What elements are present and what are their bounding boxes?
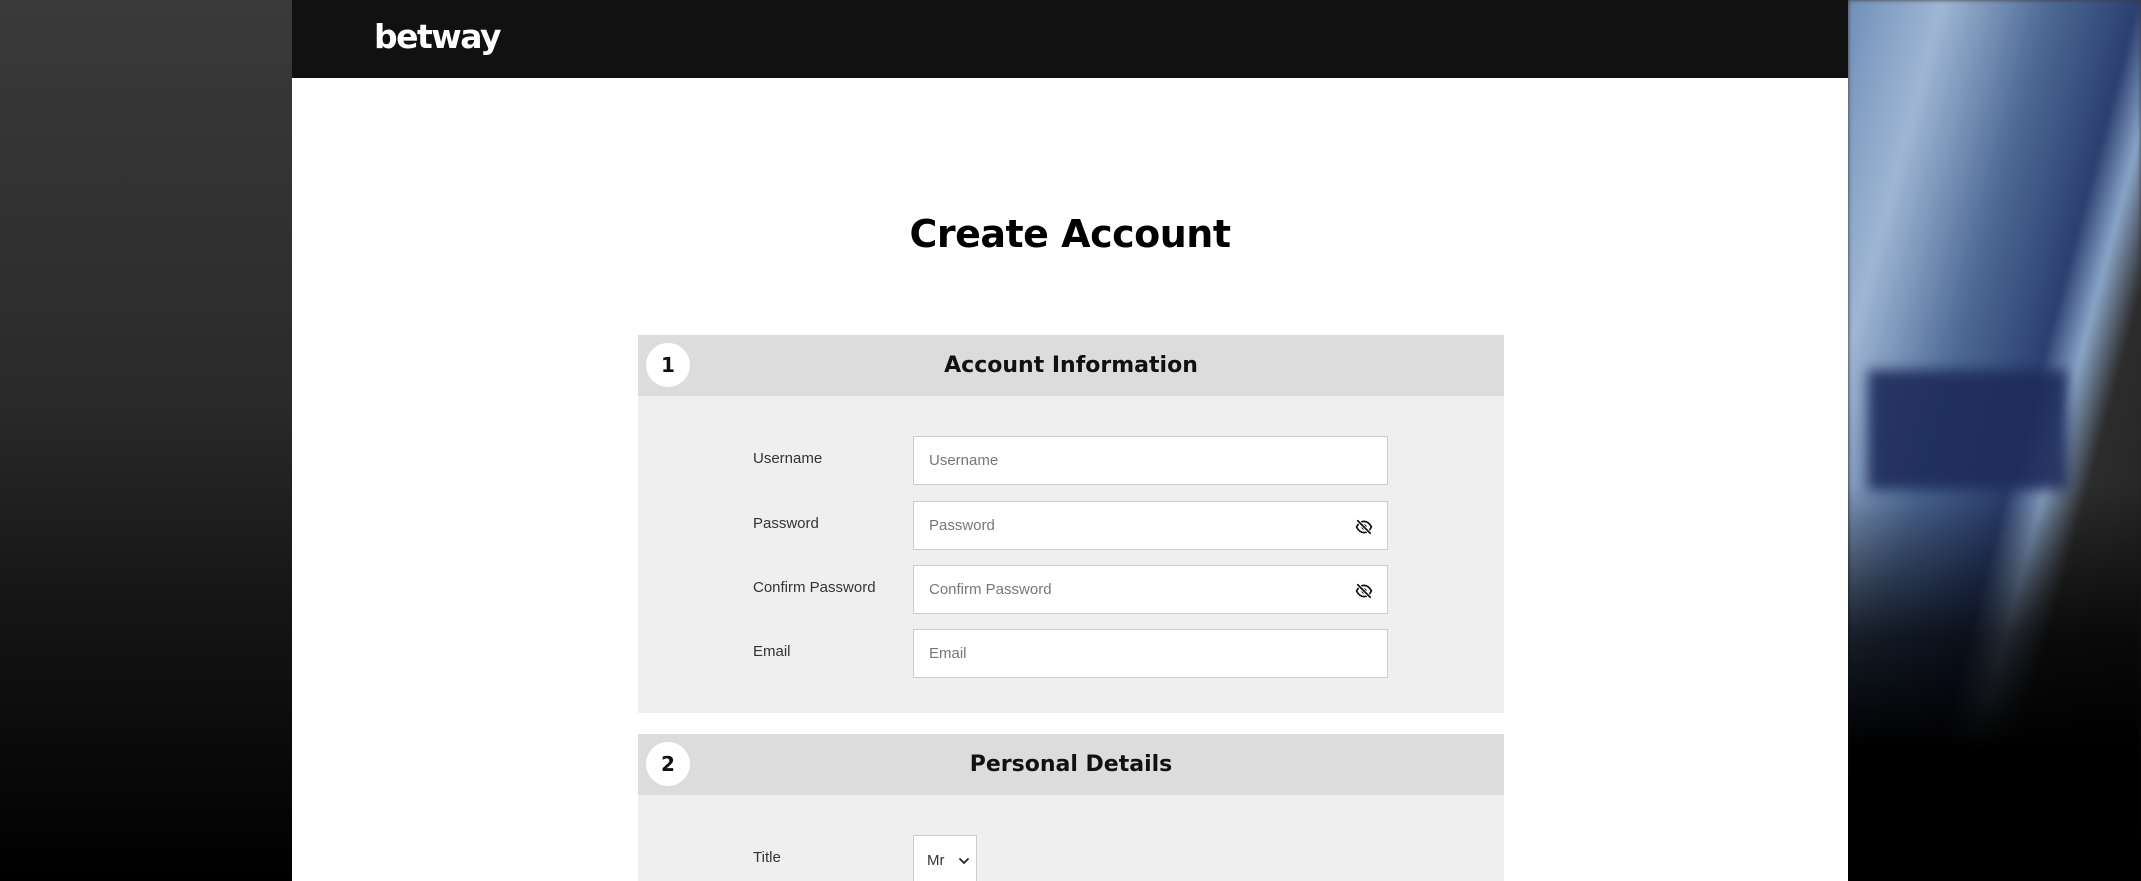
password-row [638, 501, 1504, 550]
email-field-box [913, 629, 1388, 678]
confirm-password-row [638, 565, 1504, 614]
personal-details-header [638, 734, 1504, 795]
username-input[interactable] [914, 437, 1387, 484]
title-select[interactable] [913, 835, 977, 881]
password-field-box [913, 501, 1388, 550]
background-blurred-image [1848, 0, 2141, 881]
title-select-value: Mr [927, 852, 945, 869]
section-title-account-information: Account Information [944, 353, 1198, 378]
eye-slash-icon[interactable] [1355, 518, 1373, 536]
page-container [292, 0, 1848, 881]
step-number-1: 1 [646, 343, 690, 387]
username-label: Username [753, 450, 823, 467]
personal-details-section [638, 734, 1504, 881]
chevron-down-icon [958, 855, 970, 867]
title-row [638, 835, 1504, 881]
page-title: Create Account [909, 212, 1231, 256]
account-information-section [638, 335, 1504, 713]
email-row [638, 629, 1504, 678]
password-input[interactable] [914, 502, 1387, 549]
betway-logo[interactable]: betway [374, 17, 501, 56]
confirm-password-field-box [913, 565, 1388, 614]
step-number-2: 2 [646, 742, 690, 786]
eye-slash-icon[interactable] [1355, 582, 1373, 600]
username-row [638, 436, 1504, 485]
section-title-personal-details: Personal Details [969, 752, 1173, 777]
site-header [292, 0, 1848, 78]
email-label: Email [753, 643, 791, 660]
confirm-password-input[interactable] [914, 566, 1387, 613]
email-input[interactable] [914, 630, 1387, 677]
account-information-header [638, 335, 1504, 396]
password-label: Password [753, 515, 819, 532]
background-screen-panel [1868, 370, 2068, 490]
title-label: Title [753, 849, 781, 866]
confirm-password-label: Confirm Password [753, 579, 876, 596]
username-field-box [913, 436, 1388, 485]
